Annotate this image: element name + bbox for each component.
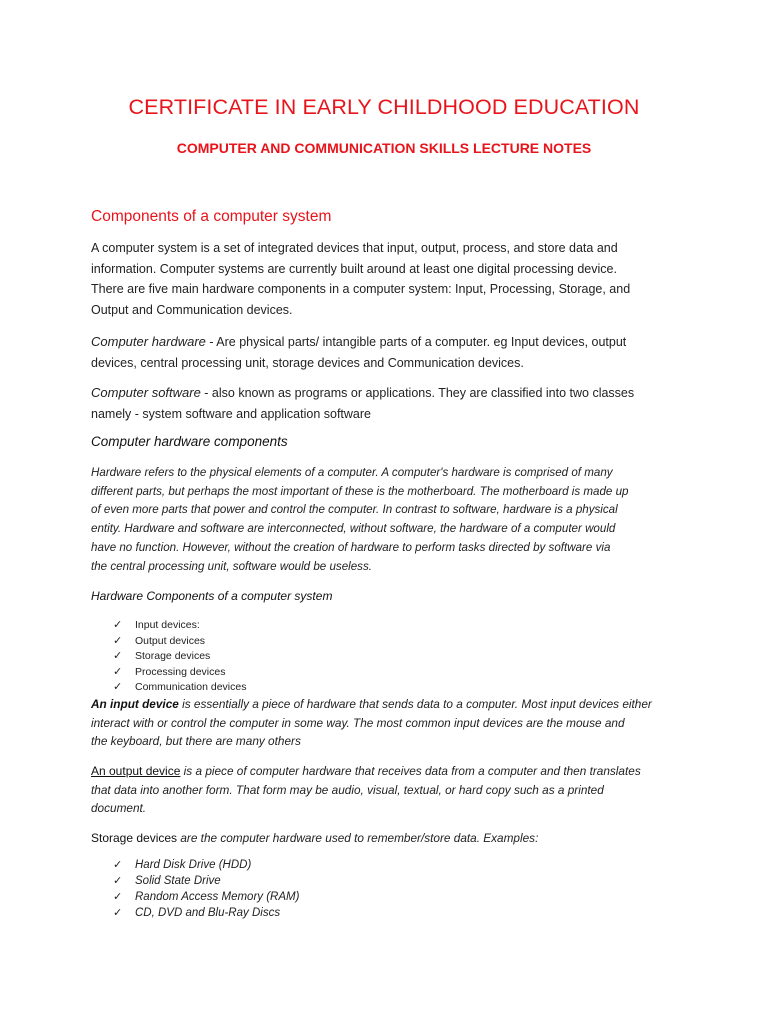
hw-text-line: the central processing unit, software would be useless. [91,559,372,573]
check-icon: ✓ [113,634,123,647]
hw-text-line: of even more parts that power and control the computer. In contrast to software, hardware is a physical [91,503,618,517]
storage-examples-list [113,857,299,921]
check-icon: ✓ [113,859,123,871]
list-item: ✓ Input devices: [113,618,246,634]
hw-text-line: different parts, but perhaps the most important of these is the motherboard. The motherboard is made up [91,484,629,498]
check-icon: ✓ [113,665,123,678]
output-device-line: document. [91,801,147,815]
list-item: ✓ Communication devices [113,680,246,696]
hardware-definition [91,332,691,373]
intro-line: A computer system is a set of integrated devices that input, output, process, and store data and [91,241,618,255]
input-device-line: interact with or control the computer in some way. The most common input devices are the mouse and [91,715,625,730]
list-item: ✓ Random Access Memory (RAM) [113,891,300,903]
list-item: ✓ Processing devices [113,665,246,681]
list-item: ✓ Solid State Drive [113,875,221,887]
section-heading: Components of a computer system [91,208,332,225]
hardware-paragraph [91,464,681,576]
list-item: ✓ CD, DVD and Blu-Ray Discs [113,907,281,919]
intro-line: Output and Communication devices. [91,302,293,317]
output-device-paragraph: An output device is a piece of computer hardware that receives data from a computer and then translates that data into another form. That form may be audio, visual, textual, or hard copy such as a printed document. [91,762,691,818]
check-icon: ✓ [113,619,123,631]
check-icon: ✓ [113,650,123,662]
output-device-term: An output device [91,764,181,778]
storage-device-paragraph: Storage devices are the computer hardware used to remember/store data. Examples: [91,831,539,845]
input-device-term: An input device [91,697,179,711]
software-term: Computer software [91,385,201,400]
check-icon: ✓ [113,907,123,919]
hardware-def-text: - Are physical parts/ intangible parts of a computer. eg Input devices, output [205,335,627,349]
list-item: ✓ Hard Disk Drive (HDD) [113,859,252,871]
document-title: CERTIFICATE IN EARLY CHILDHOOD EDUCATION [128,95,640,119]
software-def-text: - also known as programs or applications. They are classified into two classes [200,386,635,400]
hardware-components-list [113,618,246,696]
hw-text-line: have no function. However, without the creation of hardware to perform tasks directed by software via [91,540,611,554]
hw-text-line: Hardware refers to the physical elements of a computer. A computer's hardware is comprised of many [91,466,613,479]
software-definition [91,383,691,424]
software-def-line: namely - system software and application software [91,406,371,421]
input-device-line: the keyboard, but there are many others [91,734,301,748]
storage-device-term: Storage devices [91,831,178,845]
check-icon: ✓ [113,875,123,887]
hw-text-line: entity. Hardware and software are interconnected, without software, the hardware of a computer would [91,522,616,536]
intro-paragraph [91,238,691,320]
check-icon: ✓ [113,891,123,903]
hw-list-heading: Hardware Components of a computer system [91,589,333,603]
list-item: ✓ Storage devices [113,649,246,665]
document-subtitle: COMPUTER AND COMMUNICATION SKILLS LECTURE NOTES [176,140,592,156]
hardware-def-line: devices, central processing unit, storage devices and Communication devices. [91,355,524,370]
intro-line: There are five main hardware components in a computer system: Input, Processing, Storage, and [91,282,631,296]
output-device-line: that data into another form. That form may be audio, visual, textual, or hard copy such as a printed [91,782,604,797]
hardware-term: Computer hardware [91,334,206,349]
list-item: ✓ Output devices [113,634,246,650]
intro-line: information. Computer systems are currently built around at least one digital processing device. [91,261,617,276]
check-icon: ✓ [113,681,123,693]
hw-components-heading: Computer hardware components [91,434,288,449]
input-device-paragraph: An input device is essentially a piece of hardware that sends data to a computer. Most input devices either interact with or control the computer in some way. The most common input devices are the mouse and the keyboard, but there are many others [91,695,691,751]
